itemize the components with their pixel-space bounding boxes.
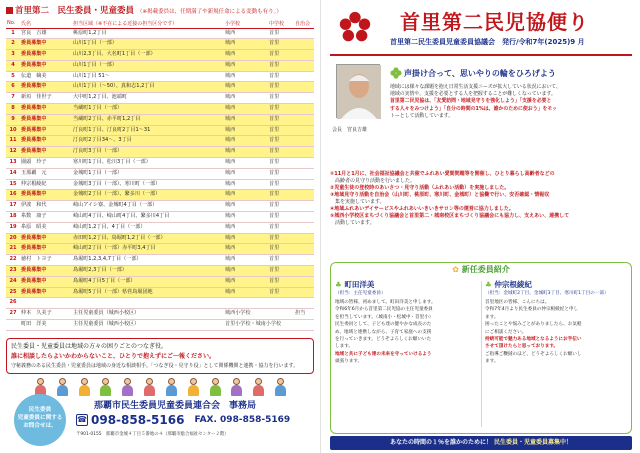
table-row xyxy=(6,136,314,147)
cell-no: 9 xyxy=(6,114,20,125)
cell-no: 1 xyxy=(6,28,20,39)
member-text: 地域の皆様、初めまして。町田洋美と申します。 令和6年6月から首里第二民児協の主任児童委員 を担当しています。（城南小・松城中・首里小） 民生委員として、子ども達の健やかな成長のた め、地域と連携しながら、子育て家庭への支援 を行っていきます。どうぞよろしくお願いいた します。 地域と共に子ども達の未来を守っていけるよう 頑張ります。 xyxy=(335,300,436,365)
cell-elementary: 首里小学校・城南小学校 xyxy=(224,320,268,331)
table-row xyxy=(6,320,314,331)
cell-junior: 首里 xyxy=(268,104,294,115)
cell-no: 27 xyxy=(6,309,20,320)
cell-association xyxy=(294,82,314,93)
cell-name: 玉那覇 元 xyxy=(20,168,72,179)
cell-elementary: 城西 xyxy=(224,158,268,169)
cell-name: 委員募集中 xyxy=(20,276,72,287)
person-icon xyxy=(230,378,242,396)
activity-list xyxy=(330,171,630,227)
cell-area: 主任児童委員（城西小校区） xyxy=(72,320,224,331)
cell-association xyxy=(294,179,314,190)
cell-no: 17 xyxy=(6,201,20,212)
cell-elementary: 城西 xyxy=(224,39,268,50)
table-row xyxy=(6,50,314,61)
table-row xyxy=(6,60,314,71)
phone-icon: ☎ xyxy=(77,415,87,424)
cell-area: 汀良町3丁目（一部） xyxy=(72,147,224,158)
cell-name: 園頭 玲子 xyxy=(20,158,72,169)
cell-junior: 首里 xyxy=(268,276,294,287)
cell-junior: 首里 xyxy=(268,233,294,244)
table-row xyxy=(6,39,314,50)
fax-number: FAX. 098-858-5169 xyxy=(194,415,291,425)
cell-elementary: 城西 xyxy=(224,287,268,298)
cell-elementary: 城西 xyxy=(224,190,268,201)
activity-item: ⑤城西小学校区まちづくり協議会と首里第二・城南校区まちづくり協議会にも協力し、支えあい、連携して xyxy=(330,213,570,219)
cell-name: 徳村 トヨ子 xyxy=(20,255,72,266)
cell-junior: 首里 xyxy=(268,158,294,169)
greeting-line: トーとして活動しています。 xyxy=(390,112,454,119)
roster-header-row xyxy=(6,19,314,28)
cell-junior: 首里 xyxy=(268,28,294,39)
cell-name: 委員募集中 xyxy=(20,104,72,115)
people-illustration xyxy=(34,376,286,396)
card-divider xyxy=(481,281,482,427)
new-member-box xyxy=(330,262,632,434)
cell-junior: 首里 xyxy=(268,71,294,82)
cell-association xyxy=(294,125,314,136)
roster-table xyxy=(6,19,314,331)
cell-elementary xyxy=(224,298,268,309)
member-role: （担当：主任児童委員） xyxy=(335,291,386,296)
cell-name: 委員募集中 xyxy=(20,244,72,255)
person-icon xyxy=(99,378,111,396)
cell-junior: 首里 xyxy=(268,50,294,61)
cell-name: 委員募集中 xyxy=(20,125,72,136)
col-elementary: 小学校 xyxy=(224,19,268,28)
cell-no: 18 xyxy=(6,212,20,223)
cell-area: 山川1丁目（一部） xyxy=(72,60,224,71)
table-row xyxy=(6,255,314,266)
cell-no: 15 xyxy=(6,179,20,190)
cell-association xyxy=(294,287,314,298)
contact-circle-text: 民生委員 児童委員に関する お問合せは、 xyxy=(17,407,63,429)
cell-association xyxy=(294,222,314,233)
table-row xyxy=(6,158,314,169)
cell-association xyxy=(294,320,314,331)
clover-small-icon: ♣ xyxy=(335,280,345,289)
cell-no: 16 xyxy=(6,190,20,201)
cell-junior: 首里 xyxy=(268,266,294,277)
cell-area: 桃原町1,2丁目 xyxy=(72,28,224,39)
clover-icon xyxy=(390,67,402,79)
table-row xyxy=(6,244,314,255)
cell-junior: 首里 xyxy=(268,114,294,125)
cell-elementary: 城西 xyxy=(224,168,268,179)
cell-junior xyxy=(268,298,294,309)
cell-name: 町田 洋美 xyxy=(20,320,72,331)
table-row xyxy=(6,276,314,287)
cell-junior: 首里 xyxy=(268,82,294,93)
cell-name: 委員募集中 xyxy=(20,39,72,50)
cell-name: 委員募集中 xyxy=(20,233,72,244)
cell-name xyxy=(20,298,72,309)
roster-body xyxy=(6,28,314,330)
table-row xyxy=(6,309,314,320)
cell-association xyxy=(294,93,314,104)
activity-item: 高齢者の見守り活動を行いました。 xyxy=(330,178,416,184)
cell-name: 委員募集中 xyxy=(20,147,72,158)
cell-association xyxy=(294,266,314,277)
cell-association: 担当 xyxy=(294,309,314,320)
page-fold xyxy=(320,0,321,453)
greeting-line: する人々をみつけよう」「自分の時間の1%は、誰かのために使おう」をモッ xyxy=(390,105,558,112)
member-card-nakasone xyxy=(485,279,631,429)
cell-junior: 首里 xyxy=(268,179,294,190)
cell-area xyxy=(72,298,224,309)
cell-junior: 首里 xyxy=(268,244,294,255)
cell-junior: 首里 xyxy=(268,201,294,212)
cell-area: 鳥堀町1,2,3,4,7丁目（一部） xyxy=(72,255,224,266)
table-row xyxy=(6,71,314,82)
cell-area: 主任児童委員（城西小校区） xyxy=(72,309,224,320)
cell-no xyxy=(6,320,20,331)
cell-junior: 首里 xyxy=(268,60,294,71)
cell-no: 12 xyxy=(6,147,20,158)
appeal-line2: 誰に相談したらよいかわからないこと、ひとりで抱えずにご一報ください。 xyxy=(11,353,216,360)
roster-section-title: 首里第二 民生委員・児童委員 （※掲載委員は、任期満了や新規任命による変動も有り。） xyxy=(6,5,314,18)
member-name: ♣ 町田洋美 xyxy=(335,280,375,289)
footer-slogan: あなたの時間の１％を誰かのために！ xyxy=(389,439,492,446)
title-rule xyxy=(330,54,632,56)
cell-area: 鳥堀町2,3丁目（一部） xyxy=(72,266,224,277)
cell-name: 委員募集中 xyxy=(20,114,72,125)
table-row xyxy=(6,168,314,179)
table-row xyxy=(6,147,314,158)
cell-elementary: 城西 xyxy=(224,50,268,61)
cell-no: 10 xyxy=(6,125,20,136)
cell-area: 当蔵町2丁目、赤平町1,2丁目 xyxy=(72,114,224,125)
cell-name: 仲宗根綾紀 xyxy=(20,179,72,190)
cell-junior: 首里 xyxy=(268,147,294,158)
cell-association xyxy=(294,244,314,255)
cell-association xyxy=(294,201,314,212)
cell-junior: 首里 xyxy=(268,136,294,147)
cell-elementary: 城西 xyxy=(224,136,268,147)
member-role: （担当：金城町2丁目、金城町3丁目、寒川町1丁目の一部） xyxy=(485,291,609,296)
cell-elementary: 城西 xyxy=(224,125,268,136)
cell-no: 8 xyxy=(6,104,20,115)
cell-area: 鳥堀町4丁目5丁目（一部） xyxy=(72,276,224,287)
cell-area: 山川2,3丁目、大名町1丁目（一部） xyxy=(72,50,224,61)
person-icon xyxy=(274,378,286,396)
cell-elementary: 城西 xyxy=(224,212,268,223)
cell-junior: 首里 xyxy=(268,93,294,104)
person-icon xyxy=(143,378,155,396)
cell-association xyxy=(294,298,314,309)
cell-name: 伝道 嫡美 xyxy=(20,71,72,82)
cell-association xyxy=(294,212,314,223)
table-row xyxy=(6,287,314,298)
cell-junior: 首里 xyxy=(268,222,294,233)
cell-no: 3 xyxy=(6,50,20,61)
cell-no: 20 xyxy=(6,233,20,244)
cell-name: 委員募集中 xyxy=(20,287,72,298)
cell-name: 委員募集中 xyxy=(20,190,72,201)
col-association: 自治会 xyxy=(294,19,314,28)
person-icon xyxy=(56,378,68,396)
cell-area: 金城町3丁目（一部）、寒川町（一部） xyxy=(72,179,224,190)
cell-junior: 首里 xyxy=(268,287,294,298)
cell-name: 糸数 康子 xyxy=(20,212,72,223)
cell-elementary: 城西 xyxy=(224,28,268,39)
cell-name: 委員募集中 xyxy=(20,136,72,147)
cell-name: 宮良 吉雄 xyxy=(20,28,72,39)
cell-area: 崎山町2丁目（一部）赤平町3,4丁目 xyxy=(72,244,224,255)
cell-no: 7 xyxy=(6,93,20,104)
cell-association xyxy=(294,39,314,50)
col-name: 氏名 xyxy=(20,19,72,28)
table-row xyxy=(6,125,314,136)
cell-area: 山川1丁目 51〜 xyxy=(72,71,224,82)
cell-no: 23 xyxy=(6,266,20,277)
masthead xyxy=(326,4,636,60)
cell-association xyxy=(294,71,314,82)
cell-no: 19 xyxy=(6,222,20,233)
cell-name: 糸原 昭美 xyxy=(20,222,72,233)
flower-logo-icon xyxy=(336,8,374,48)
cell-association xyxy=(294,50,314,61)
cell-name: 委員募集中 xyxy=(20,60,72,71)
cell-elementary: 城西 xyxy=(224,244,268,255)
cell-junior: 首里 xyxy=(268,190,294,201)
person-icon xyxy=(78,378,90,396)
cell-elementary: 城西 xyxy=(224,276,268,287)
cell-area: 金城町2丁目（一部）、繁多川（一部） xyxy=(72,190,224,201)
cell-elementary: 城西 xyxy=(224,201,268,212)
cell-area: 汀良町2丁目34〜、3丁目 xyxy=(72,136,224,147)
cell-name: 伊波 和代 xyxy=(20,201,72,212)
table-row xyxy=(6,28,314,39)
office-address: 〒901-0155 那覇市金城４丁目５番地の４（那覇市総合福祉センター２階） xyxy=(76,432,229,437)
cell-name: 仲本 久美子 xyxy=(20,309,72,320)
cell-area: 赤田町1,2丁目、鳥堀町1,2丁目（一部） xyxy=(72,233,224,244)
col-no: No. xyxy=(6,19,20,28)
person-icon xyxy=(209,378,221,396)
appeal-line3: 守秘義務のある民生委員・児童委員は地域の身近な相談相手。「つなぎ役・見守り役」として関係機関と連携・協力を行います。 xyxy=(11,363,299,369)
newsletter-title: 首里第二民児協便り xyxy=(400,10,589,34)
cell-no: 6 xyxy=(6,82,20,93)
cell-area: 崎山アイシ寮、金城町4丁目（一部） xyxy=(72,201,224,212)
cell-no: 22 xyxy=(6,255,20,266)
cell-no: 24 xyxy=(6,276,20,287)
cell-area: 崎山町4丁目、崎山町4丁目、繁多川4丁目 xyxy=(72,212,224,223)
cell-association xyxy=(294,158,314,169)
col-junior: 中学校 xyxy=(268,19,294,28)
new-member-title: ✿ 新任委員紹介 xyxy=(452,265,510,274)
footer-recruit: 民生委員・児童委員募集中！ xyxy=(494,439,573,446)
cell-area: 大中町1,2丁目、池端町 xyxy=(72,93,224,104)
activity-item: ①11月と1月に、社会福祉協議会と共催でふれあい愛間問題等を開催し、ひとり暮らし高齢者などの xyxy=(330,171,555,177)
table-row xyxy=(6,222,314,233)
cell-elementary: 城西 xyxy=(224,104,268,115)
table-row xyxy=(6,266,314,277)
contact-circle xyxy=(14,394,66,446)
activity-item: ④地域ふれあいデイサービスやふれあいいきいきサロン等の運営に協力しました。 xyxy=(330,206,514,212)
cell-junior: 首里 xyxy=(268,212,294,223)
table-row xyxy=(6,104,314,115)
appeal-line1: 民生委員・児童委員は地域の方々の困りごとのつなぎ役。 xyxy=(11,343,168,350)
cell-elementary: 城西 xyxy=(224,60,268,71)
cell-area: 汀良町1丁目、汀良町2丁目1〜31 xyxy=(72,125,224,136)
cell-association xyxy=(294,147,314,158)
cell-association xyxy=(294,60,314,71)
cell-association xyxy=(294,168,314,179)
cell-area: 山川1丁目（〜50）、真和志1,2丁目 xyxy=(72,82,224,93)
cell-elementary: 城西 xyxy=(224,147,268,158)
cell-no: 21 xyxy=(6,244,20,255)
col-area: 担当区域（※不在による近接の担当区分です） xyxy=(72,19,224,28)
cell-junior xyxy=(268,309,294,320)
cell-junior: 首里 xyxy=(268,39,294,50)
left-page xyxy=(6,5,314,449)
appeal-box xyxy=(6,338,314,374)
greeting-section xyxy=(326,60,636,182)
cell-area: 当蔵町1丁目（一部） xyxy=(72,104,224,115)
member-card-machida xyxy=(335,279,481,429)
clover-small-icon: ♣ xyxy=(485,280,495,289)
greeting-line: 地域の実情や、支援を必要とする人を把握することが難しくなっています。 xyxy=(390,91,556,98)
table-row xyxy=(6,233,314,244)
member-name: ♣ 仲宗根綾紀 xyxy=(485,280,532,289)
table-row xyxy=(6,179,314,190)
cell-no: 11 xyxy=(6,136,20,147)
cell-association xyxy=(294,276,314,287)
greeting-body xyxy=(390,84,630,120)
greeting-line: 地域には様々な課題を抱え日常生活支援ニーズが拡大している状況において、 xyxy=(390,84,561,90)
table-row xyxy=(6,212,314,223)
activity-item: ②児童生徒の登校時のあいさつ・見守り活動（ふれあい活動）を実施しました。 xyxy=(330,185,510,191)
cell-junior: 首里 xyxy=(268,168,294,179)
office-name: 那覇市民生委員児童委員連合会 事務局 xyxy=(94,401,257,411)
cell-association xyxy=(294,190,314,201)
cell-elementary: 城西 xyxy=(224,222,268,233)
cell-name: 委員募集中 xyxy=(20,50,72,61)
cell-area: 寒川町1丁目、松川3丁目（一部） xyxy=(72,158,224,169)
activity-item: ③地域見守り活動を自治会（山川町、桃原町、寒川町、金城町）と協働で行い、安否確認・情報収 xyxy=(330,192,550,198)
cell-no: 2 xyxy=(6,39,20,50)
table-row xyxy=(6,201,314,212)
recruit-footer xyxy=(330,436,632,450)
cell-association xyxy=(294,136,314,147)
cell-name: 新垣 佳世子 xyxy=(20,93,72,104)
cell-no: 13 xyxy=(6,158,20,169)
cell-no: 25 xyxy=(6,287,20,298)
cell-association xyxy=(294,28,314,39)
cell-elementary: 城西 xyxy=(224,179,268,190)
cell-area: 崎山町1,2丁目、4丁目（一部） xyxy=(72,222,224,233)
flower-bullet-icon: ✿ xyxy=(452,265,462,274)
cell-no: 4 xyxy=(6,60,20,71)
cell-elementary: 城西 xyxy=(224,266,268,277)
newsletter-subtitle: 首里第二民生委員児童委員協議会 発行/令和7年(2025)9 月 xyxy=(390,38,585,46)
cell-no: 5 xyxy=(6,71,20,82)
cell-name: 委員募集中 xyxy=(20,82,72,93)
activity-item: 活動しています。 xyxy=(330,220,375,226)
cell-association xyxy=(294,233,314,244)
square-bullet-icon xyxy=(6,7,13,14)
cell-junior: 首里 xyxy=(268,255,294,266)
cell-no: 26 xyxy=(6,298,20,309)
cell-area: 鳥堀町5丁目（一部）県営鳥堀団地 xyxy=(72,287,224,298)
table-row xyxy=(6,298,314,309)
member-text: 首里地区の皆様、こんにちは。 令和7年4月より民生委員の仲宗根綾紀と申し ます。 困ったことや悩みごとがありましたら、お気軽 にご相談ください。 持続可能で魅力ある地域となるようにお手伝い させて頂けたらと思っております。 ご指導ご鞭撻のほど、どうぞよろしくお願いし ます。 xyxy=(485,300,582,365)
person-icon xyxy=(187,378,199,396)
activity-item: 集を実施しています。 xyxy=(330,199,385,205)
person-icon xyxy=(121,378,133,396)
table-row xyxy=(6,114,314,125)
cell-elementary: 城西 xyxy=(224,82,268,93)
table-row xyxy=(6,93,314,104)
phone-row xyxy=(76,413,316,427)
cell-elementary: 城西小学校 xyxy=(224,309,268,320)
cell-association xyxy=(294,255,314,266)
phone-number[interactable]: 098-858-5166 xyxy=(91,413,185,427)
table-row xyxy=(6,190,314,201)
cell-area: 金城町1丁目（一部） xyxy=(72,168,224,179)
cell-elementary: 城西 xyxy=(224,71,268,82)
cell-junior: 首里 xyxy=(268,125,294,136)
roster-note: （※掲載委員は、任期満了や新規任命による変動も有り。） xyxy=(136,9,282,15)
cell-elementary: 城西 xyxy=(224,114,268,125)
chair-label: 会長 宮良吉雄 xyxy=(332,127,368,133)
cell-association xyxy=(294,104,314,115)
greeting-line: 首里第二民児協は、「友愛訪問・地域見守りを強化しよう」「支援を必要と xyxy=(390,98,552,105)
chair-photo xyxy=(336,64,380,118)
person-icon xyxy=(252,378,264,396)
greeting-title: 声掛け合って、思いやりの輪をひろげよう xyxy=(404,69,556,78)
cell-no: 14 xyxy=(6,168,20,179)
cell-elementary: 城西 xyxy=(224,233,268,244)
cell-elementary: 城西 xyxy=(224,255,268,266)
cell-area: 山川1丁目（一部） xyxy=(72,39,224,50)
table-row xyxy=(6,82,314,93)
cell-association xyxy=(294,114,314,125)
person-icon xyxy=(165,378,177,396)
cell-elementary: 城西 xyxy=(224,93,268,104)
cell-name: 委員募集中 xyxy=(20,266,72,277)
